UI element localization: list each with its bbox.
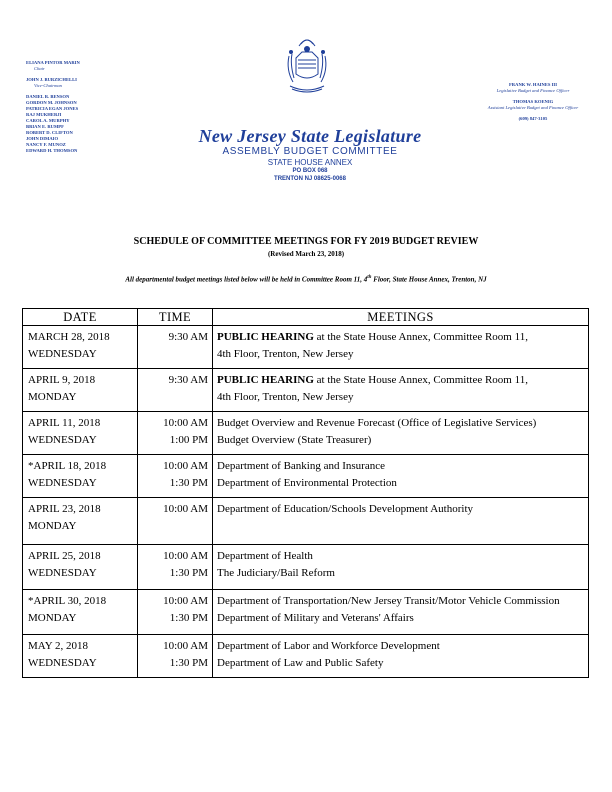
roster-name: PATRICIA EGAN JONES <box>26 106 79 111</box>
meeting-desc-2: The Judiciary/Bail Reform <box>217 567 335 579</box>
time-column-header: TIME <box>138 309 213 326</box>
roster-name: JOHN DIMAIO <box>26 136 59 141</box>
meeting-desc-2: 4th Floor, Trenton, New Jersey <box>217 391 354 403</box>
roster-name: NANCY F. MUNOZ <box>26 142 66 147</box>
table-row <box>23 412 589 455</box>
meeting-desc: at the State House Annex, Committee Room 11, <box>313 331 528 343</box>
meetings-cell <box>213 412 589 455</box>
phone-number: (609) 847-3105 <box>518 116 548 121</box>
city-address: TRENTON NJ 08625-0068 <box>274 176 346 182</box>
meeting-desc-2: Budget Overview (State Treasurer) <box>217 434 372 446</box>
time-cell <box>138 326 213 369</box>
roster-name: CAROL A. MURPHY <box>26 118 70 123</box>
meeting-desc: Department of Labor and Workforce Development <box>217 640 440 652</box>
table-row <box>23 498 589 545</box>
meeting-time: 9:30 AM <box>168 331 208 343</box>
date-cell <box>23 545 138 590</box>
time-cell <box>138 590 213 635</box>
date-cell <box>23 635 138 678</box>
meetings-cell <box>213 498 589 545</box>
meeting-time: 10:00 AM <box>163 550 208 562</box>
meeting-desc: Budget Overview and Revenue Forecast (Office of Legislative Services) <box>217 417 537 429</box>
roster-name: ELIANA PINTOR MARIN <box>26 60 80 65</box>
meeting-time: 10:00 AM <box>163 417 208 429</box>
meeting-desc: Department of Transportation/New Jersey Transit/Motor Vehicle Commission <box>217 595 560 607</box>
left-member-roster <box>26 60 156 154</box>
meetings-cell <box>213 635 589 678</box>
roster-name: THOMAS KOENIG <box>512 99 554 104</box>
table-row <box>23 590 589 635</box>
roster-name: DANIEL R. BENSON <box>26 94 70 99</box>
time-cell <box>138 369 213 412</box>
meeting-time-2: 1:30 PM <box>169 612 208 624</box>
meeting-desc-2: Department of Law and Public Safety <box>217 657 384 669</box>
revision-date: (Revised March 23, 2018) <box>267 250 345 258</box>
meeting-date: MARCH 28, 2018 <box>28 331 110 343</box>
meeting-weekday: WEDNESDAY <box>28 657 97 669</box>
meeting-time-2: 1:30 PM <box>169 657 208 669</box>
meeting-weekday: WEDNESDAY <box>28 434 97 446</box>
po-box: PO BOX 068 <box>292 168 328 174</box>
meeting-desc: at the State House Annex, Committee Room 11, <box>313 374 528 386</box>
meeting-desc: Department of Education/Schools Development Authority <box>217 503 474 515</box>
roster-name: RAJ MUKHERJI <box>26 112 62 117</box>
meeting-weekday: MONDAY <box>28 391 77 403</box>
meeting-date: APRIL 11, 2018 <box>28 417 101 429</box>
table-row <box>23 455 589 498</box>
meeting-time-2: 1:30 PM <box>169 477 208 489</box>
time-cell <box>138 412 213 455</box>
letterhead-masthead <box>150 126 470 183</box>
meetings-cell <box>213 455 589 498</box>
meeting-date: MAY 2, 2018 <box>28 640 89 652</box>
committee-name: ASSEMBLY BUDGET COMMITTEE <box>222 146 398 157</box>
table-header-row <box>23 309 589 326</box>
legislature-name: New Jersey State Legislature <box>198 126 422 146</box>
date-cell <box>23 326 138 369</box>
meeting-weekday: WEDNESDAY <box>28 348 97 360</box>
meeting-desc-2: Department of Environmental Protection <box>217 477 397 489</box>
meeting-date: *APRIL 18, 2018 <box>28 460 107 472</box>
time-cell <box>138 545 213 590</box>
meetings-column-header: MEETINGS <box>213 309 589 326</box>
meeting-weekday: WEDNESDAY <box>28 477 97 489</box>
date-cell <box>23 590 138 635</box>
date-cell <box>23 369 138 412</box>
table-row <box>23 326 589 369</box>
note-text: All departmental budget meetings listed below will be held in Committee Room 11, 4 <box>125 275 368 284</box>
meetings-cell <box>213 590 589 635</box>
roster-name: JOHN J. BURZICHELLI <box>26 77 77 82</box>
roster-name: EDWARD H. THOMSON <box>26 148 78 153</box>
hearing-label: PUBLIC HEARING <box>217 331 314 343</box>
roster-role: Vice-Chairman <box>34 83 62 88</box>
roster-name: FRANK W. HAINES III <box>509 82 557 87</box>
roster-role: Legislative Budget and Finance Officer <box>496 88 570 93</box>
note-superscript: th <box>367 275 372 280</box>
location-note <box>0 275 612 283</box>
right-staff-roster <box>478 82 588 122</box>
time-cell <box>138 455 213 498</box>
meeting-time-2: 1:00 PM <box>169 434 208 446</box>
document-title: SCHEDULE OF COMMITTEE MEETINGS FOR FY 2019 BUDGET REVIEW <box>133 236 479 247</box>
meeting-weekday: MONDAY <box>28 612 77 624</box>
roster-name: ROBERT D. CLIFTON <box>26 130 73 135</box>
meeting-weekday: MONDAY <box>28 520 77 532</box>
table-row <box>23 369 589 412</box>
table-row <box>23 635 589 678</box>
building-name: STATE HOUSE ANNEX <box>267 158 353 167</box>
date-column-header: DATE <box>23 309 138 326</box>
meeting-time: 9:30 AM <box>168 374 208 386</box>
date-cell <box>23 412 138 455</box>
note-text-end: Floor, State House Annex, Trenton, NJ <box>371 275 487 284</box>
meeting-date: *APRIL 30, 2018 <box>28 595 107 607</box>
meeting-time: 10:00 AM <box>163 460 208 472</box>
date-cell <box>23 498 138 545</box>
meeting-date: APRIL 23, 2018 <box>28 503 101 515</box>
roster-role: Chair <box>34 66 45 71</box>
meetings-cell <box>213 369 589 412</box>
roster-name: GORDON M. JOHNSON <box>26 100 77 105</box>
state-seal-icon <box>284 34 330 94</box>
meeting-date: APRIL 25, 2018 <box>28 550 101 562</box>
time-cell <box>138 498 213 545</box>
meetings-cell <box>213 326 589 369</box>
meeting-desc-2: 4th Floor, Trenton, New Jersey <box>217 348 354 360</box>
table-row <box>23 545 589 590</box>
roster-name: BRIAN E. RUMPF <box>26 124 64 129</box>
schedule-table <box>22 308 589 678</box>
meeting-time-2: 1:30 PM <box>169 567 208 579</box>
roster-role: Assistant Legislative Budget and Finance Officer <box>487 105 579 110</box>
meeting-date: APRIL 9, 2018 <box>28 374 96 386</box>
meeting-weekday: WEDNESDAY <box>28 567 97 579</box>
meetings-cell <box>213 545 589 590</box>
date-cell <box>23 455 138 498</box>
meeting-desc-2: Department of Military and Veterans' Affairs <box>217 612 414 624</box>
meeting-time: 10:00 AM <box>163 503 208 515</box>
hearing-label: PUBLIC HEARING <box>217 374 314 386</box>
meeting-time: 10:00 AM <box>163 595 208 607</box>
meeting-time: 10:00 AM <box>163 640 208 652</box>
meeting-desc: Department of Health <box>217 550 313 562</box>
time-cell <box>138 635 213 678</box>
meeting-desc: Department of Banking and Insurance <box>217 460 385 472</box>
